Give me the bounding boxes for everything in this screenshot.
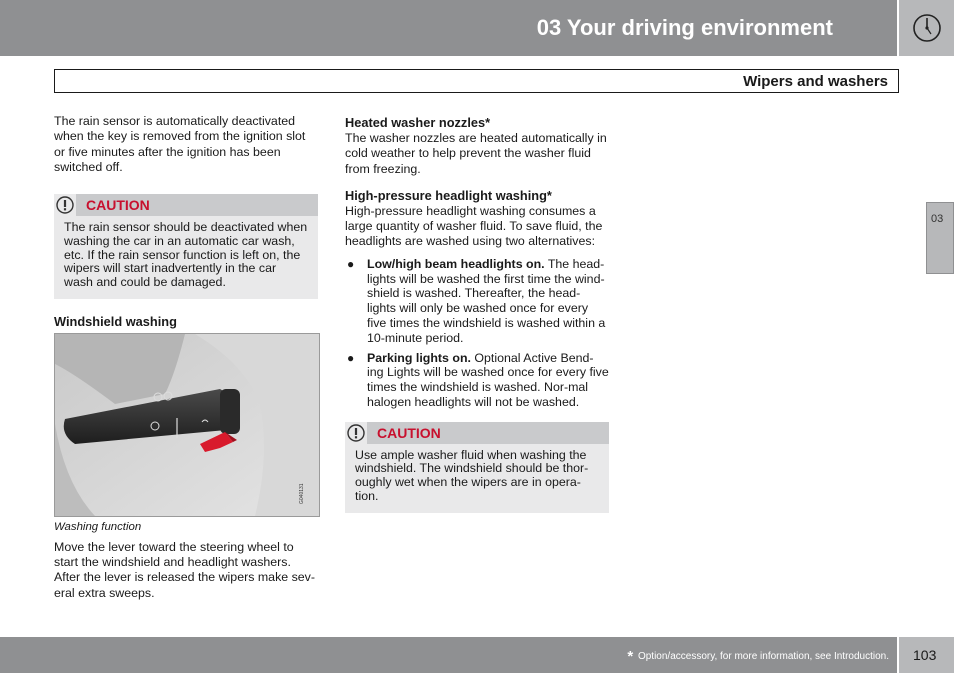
header-icon-box	[899, 0, 954, 56]
washing-function-illustration	[54, 333, 320, 517]
windshield-washing-text: Move the lever toward the steering wheel to start the windshield and headlight washers. After the lever is released the wipers make sev-eral extra sweeps.	[54, 539, 316, 600]
heated-nozzles-heading: Heated washer nozzles*	[345, 115, 491, 130]
caution-box-washer-fluid	[345, 422, 609, 513]
caution-label: CAUTION	[377, 424, 441, 441]
caution-label: CAUTION	[86, 197, 150, 214]
figure-code: G040131	[299, 483, 305, 504]
windshield-washing-heading: Windshield washing	[54, 313, 177, 329]
chapter-title: 03 Your driving environment	[536, 15, 833, 40]
footer-note	[627, 648, 889, 665]
section-title: Wipers and washers	[743, 73, 888, 90]
chapter-side-tab[interactable]	[926, 202, 954, 274]
headlight-wash-options	[345, 257, 609, 410]
caution-text: Use ample washer fluid when washing the windshield. The windshield should be thor-oughly wet when the wipers are in opera-tion.	[355, 447, 589, 503]
caution-header	[54, 194, 318, 216]
list-item-bold: Parking lights on.	[367, 350, 471, 365]
intro-paragraph: The rain sensor is automatically deactivated when the key is removed from the ignition slot or five minutes after the ignition has been switched off.	[54, 114, 306, 174]
caution-icon-wrap	[54, 194, 76, 216]
chapter-tab-label: 03	[931, 213, 944, 225]
figure-caption: Washing function	[54, 520, 142, 533]
page-number-box	[899, 637, 954, 673]
caution-text: The rain sensor should be deactivated when washing the car in an automatic car wash, etc. If the rain sensor function is left on, the wipers will start inadvertently in the car wash and could be damaged.	[64, 220, 308, 289]
footer-bar	[0, 637, 897, 673]
list-item-bold: Low/high beam headlights on.	[367, 256, 545, 271]
list-item	[345, 351, 609, 410]
list-item-text: The head-lights will be washed the first time the wind-shield is washed. Thereafter, the head-lights will only be washed once for every five times the windshield is washed within a 10-minute period.	[367, 256, 606, 345]
headlight-washing-text: High-pressure headlight washing consumes a large quantity of washer fluid. To save fluid, the headlights are washed using two alternatives:	[345, 203, 603, 249]
page-number: 103	[913, 647, 937, 663]
caution-header	[345, 422, 609, 444]
right-column	[345, 115, 609, 513]
caution-icon-wrap	[345, 422, 367, 444]
heated-nozzles-text: The washer nozzles are heated automatically in cold weather to help prevent the washer fluid from freezing.	[345, 131, 607, 176]
warning-icon	[56, 196, 74, 214]
list-item-text: Optional Active Bend-ing Lights will be washed once for every five times the windshield is washed. Nor-mal halogen headlights will not be washed.	[367, 350, 609, 409]
header-bar	[0, 0, 897, 56]
gauge-icon	[912, 13, 942, 43]
headlight-washing-heading: High-pressure headlight washing*	[345, 187, 552, 203]
stalk-lever-image	[55, 334, 319, 516]
warning-icon	[347, 424, 365, 442]
left-column	[54, 114, 319, 601]
bullet-icon: ●	[347, 256, 355, 271]
section-header	[54, 69, 899, 93]
footnote-star: *	[627, 648, 634, 665]
bullet-icon: ●	[347, 350, 355, 365]
list-item	[345, 257, 609, 346]
footnote-text: Option/accessory, for more information, see Introduction.	[637, 651, 889, 662]
caution-box-rain-sensor	[54, 194, 318, 299]
